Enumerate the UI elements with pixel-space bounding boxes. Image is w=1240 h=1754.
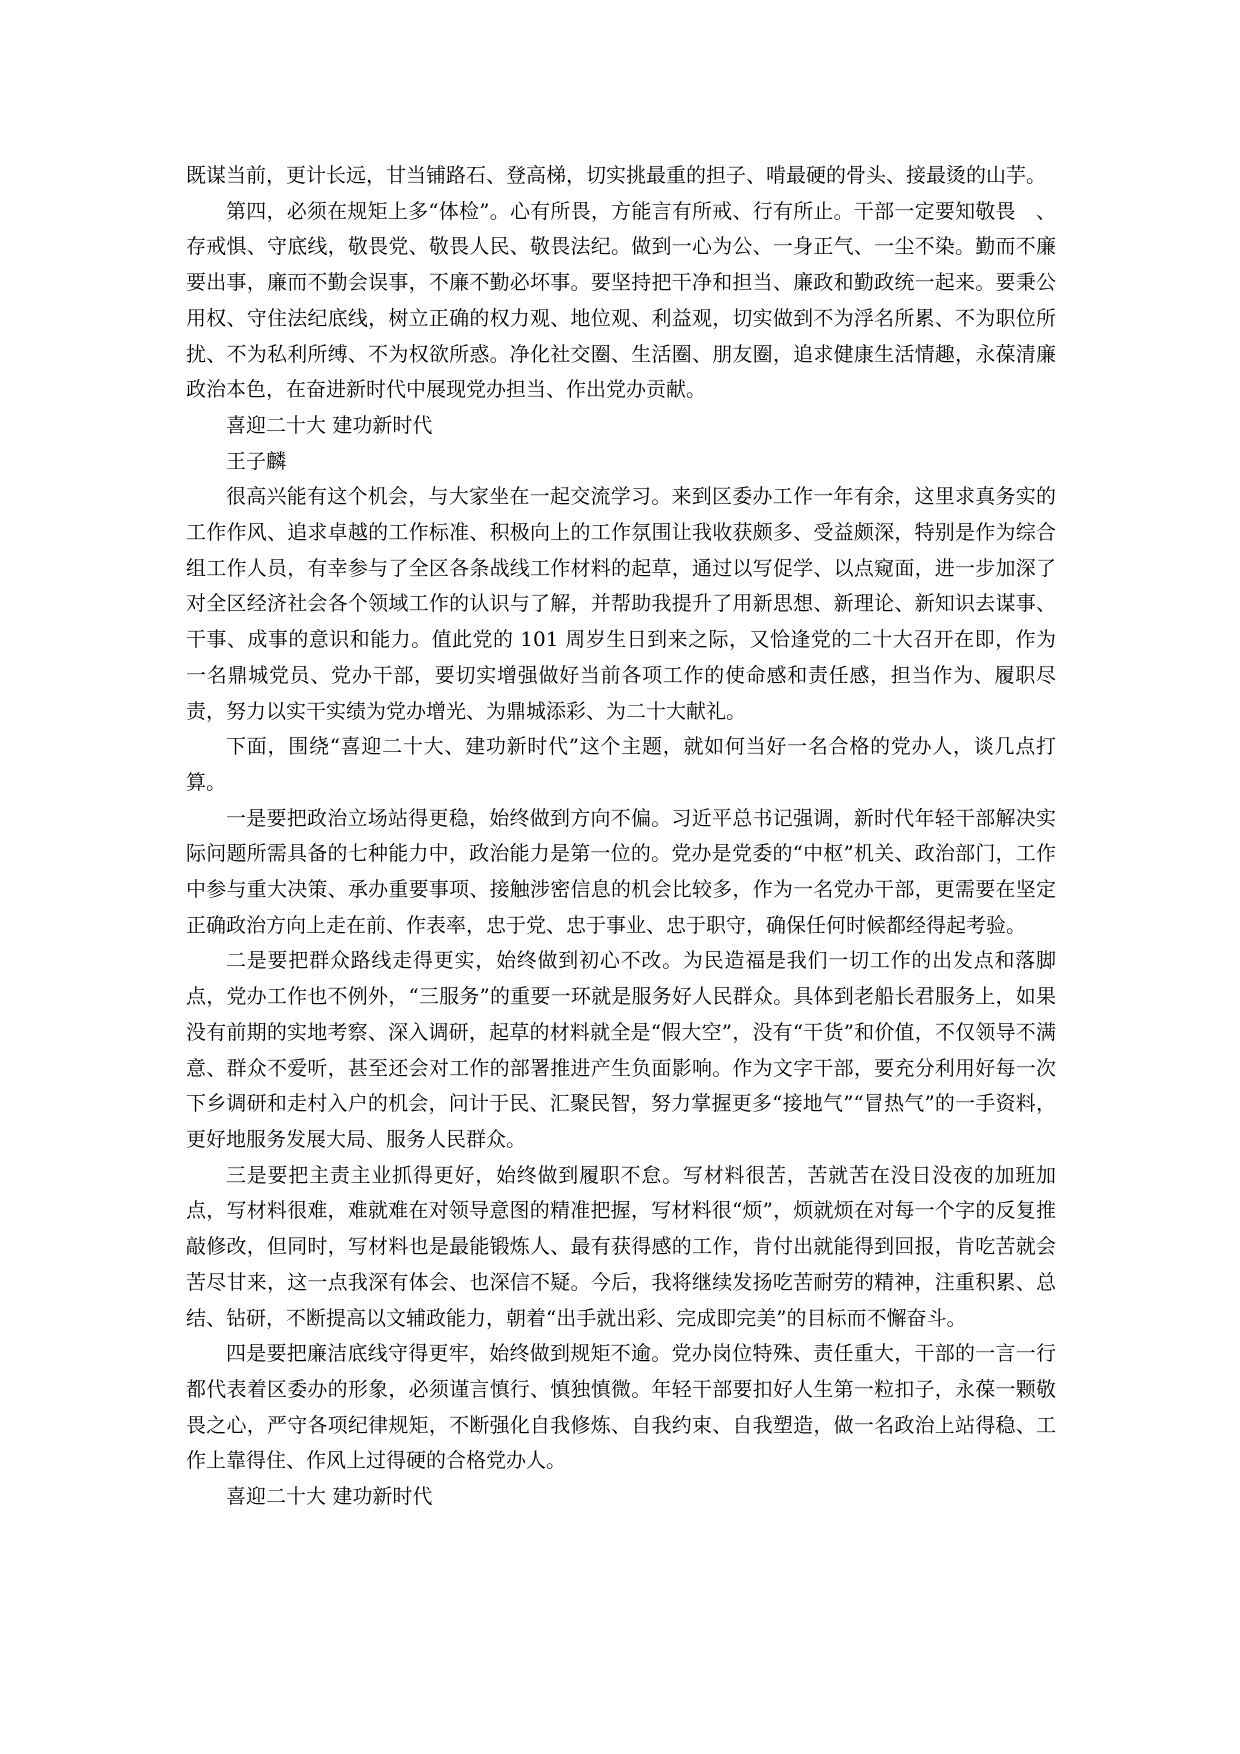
- continuation-paragraph: 既谋当前，更计长远，甘当铺路石、登高梯，切实挑最重的担子、啃最硬的骨头、接最烫的山芋。: [186, 163, 1046, 187]
- document-body: [186, 158, 1056, 1515]
- section-title: 喜迎二十大 建功新时代: [226, 412, 433, 437]
- body-paragraph: 二是要把群众路线走得更实，始终做到初心不改。为民造福是我们一切工作的出发点和落脚点，党办工作也不例外，“三服务”的重要一环就是服务好人民群众。具体到老船长君服务上，如果没有前期的实地考察、深入调研，起草的材料就全是“假大空”，没有“干货”和价值，不仅领导不满意、群众不爱听，甚至还会对工作的部署推进产生负面影响。作为文字干部，要充分利用好每一次下乡调研和走村入户的机会，问计于民、汇聚民智，努力掌握更多“接地气”“冒热气”的一手资料，更好地服务发展大局、服务人民群众。: [186, 948, 1056, 1151]
- body-paragraph: 四是要把廉洁底线守得更牢，始终做到规矩不逾。党办岗位特殊、责任重大，干部的一言一行都代表着区委办的形象，必须谨言慎行、慎独慎微。年轻干部要扣好人生第一粒扣子，永葆一颗敬畏之心，严守各项纪律规矩，不断强化自我修炼、自我约束、自我塑造，做一名政治上站得稳、工作上靠得住、作风上过得硬的合格党办人。: [186, 1341, 1056, 1473]
- body-paragraph: 第四，必须在规矩上多“体检”。心有所畏，方能言有所戒、行有所止。干部一定要知敬畏 、存戒惧、守底线，敬畏党、敬畏人民、敬畏法纪。做到一心为公、一身正气、一尘不染。勤而不廉要出事，廉而不勤会误事，不廉不勤必坏事。要坚持把干净和担当、廉政和勤政统一起来。要秉公用权、守住法纪底线，树立正确的权力观、地位观、利益观，切实做到不为浮名所累、不为职位所扰、不为私利所缚、不为权欲所惑。净化社交圈、生活圈、朋友圈，追求健康生活情趣，永葆清廉政治本色，在奋进新时代中展现党办担当、作出党办贡献。: [186, 198, 1056, 402]
- body-paragraph: 一是要把政治立场站得更稳，始终做到方向不偏。习近平总书记强调，新时代年轻干部解决实际问题所需具备的七种能力中，政治能力是第一位的。党办是党委的“中枢”机关、政治部门，工作中参与重大决策、承办重要事项、接触涉密信息的机会比较多，作为一名党办干部，更需要在坚定正确政治方向上走在前、作表率，忠于党、忠于事业、忠于职守，确保任何时候都经得起考验。: [186, 805, 1056, 937]
- author-name: 王子麟: [226, 448, 286, 473]
- body-paragraph: 很高兴能有这个机会，与大家坐在一起交流学习。来到区委办工作一年有余，这里求真务实的工作作风、追求卓越的工作标准、积极向上的工作氛围让我收获颇多、受益颇深，特别是作为综合组工作人员，有幸参与了全区各条战线工作材料的起草，通过以写促学、以点窥面，进一步加深了对全区经济社会各个领域工作的认识与了解，并帮助我提升了用新思想、新理论、新知识去谋事、干事、成事的意识和能力。值此党的 101 周岁生日到来之际，又恰逢党的二十大召开在即，作为一名鼎城党员、党办干部，要切实增强做好当前各项工作的使命感和责任感，担当作为、履职尽责，努力以实干实绩为党办增光、为鼎城添彩、为二十大献礼。: [186, 484, 1056, 723]
- section-title: 喜迎二十大 建功新时代: [226, 1484, 433, 1509]
- body-paragraph: 三是要把主责主业抓得更好，始终做到履职不怠。写材料很苦，苦就苦在没日没夜的加班加点，写材料很难，难就难在对领导意图的精准把握，写材料很“烦”，烦就烦在对每一个字的反复推敲修改，但同时，写材料也是最能锻炼人、最有获得感的工作，肯付出就能得到回报，肯吃苦就会苦尽甘来，这一点我深有体会、也深信不疑。今后，我将继续发扬吃苦耐劳的精神，注重积累、总结、钻研，不断提高以文辅政能力，朝着“出手就出彩、完成即完美”的目标而不懈奋斗。: [186, 1162, 1056, 1330]
- body-paragraph: 下面，围绕“喜迎二十大、建功新时代”这个主题，就如何当好一名合格的党办人，谈几点打算。: [186, 734, 1056, 794]
